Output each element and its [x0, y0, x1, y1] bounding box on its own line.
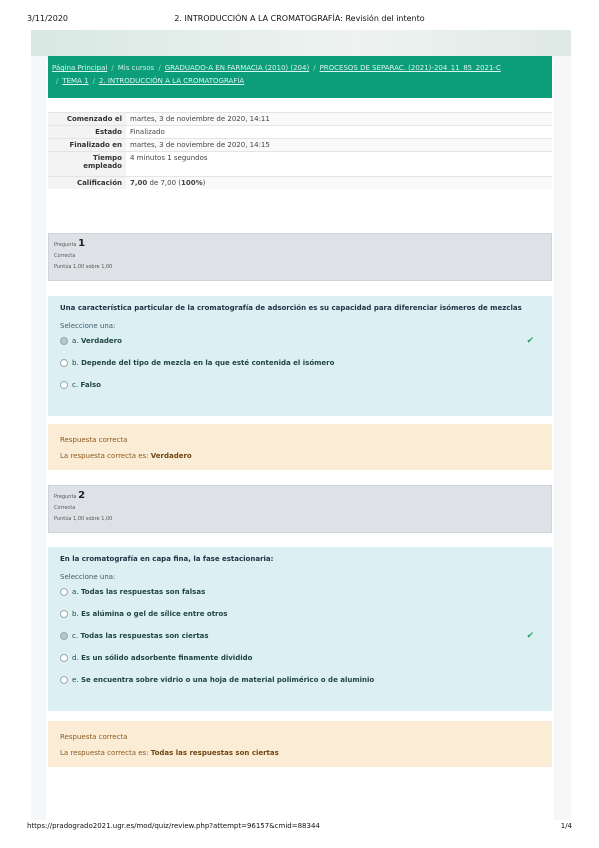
attempt-summary	[48, 112, 552, 189]
question-number: 2	[78, 490, 86, 501]
question-box	[48, 547, 552, 711]
question-status: Correcta	[54, 253, 76, 259]
breadcrumb-topic[interactable]: TEMA 1	[62, 77, 89, 85]
print-title: 2. INTRODUCCIÓN A LA CROMATOGRAFÍA: Revisión del intento	[174, 14, 425, 23]
radio-icon[interactable]	[60, 654, 68, 662]
answer-option[interactable]: b. Es alúmina o gel de sílice entre otros	[60, 607, 540, 629]
question-label: Pregunta	[54, 242, 77, 248]
summary-label: Finalizado en	[48, 139, 126, 152]
feedback-title: Respuesta correcta	[60, 436, 128, 444]
check-icon: ✔	[526, 336, 534, 346]
feedback-box	[48, 721, 552, 767]
header-banner	[31, 30, 571, 56]
answer-option[interactable]: e. Se encuentra sobre vidrio o una hoja de material polimérico o de aluminio	[60, 673, 540, 695]
feedback-title: Respuesta correcta	[60, 733, 128, 741]
check-icon: ✔	[526, 631, 534, 641]
print-header	[0, 0, 599, 28]
breadcrumb-degree[interactable]: GRADUADO-A EN FARMACIA (2010) (204)	[164, 64, 310, 72]
breadcrumb-course[interactable]: PROCESOS DE SEPARAC. (2021)-204_11_85_2021-C	[319, 64, 501, 72]
summary-label: Tiempo empleado	[48, 152, 126, 177]
question-text: Una característica particular de la cromatografía de adsorción es su capacidad para diferenciar isómeros de mezclas	[60, 304, 522, 312]
question-info	[48, 485, 552, 533]
question-info	[48, 233, 552, 281]
radio-icon[interactable]	[60, 359, 68, 367]
breadcrumb-home[interactable]: Página Principal	[52, 64, 108, 72]
answer-option[interactable]: a. Todas las respuestas son falsas	[60, 585, 540, 607]
grade-label: Calificación	[48, 177, 126, 190]
answer-prompt: Seleccione una:	[60, 573, 116, 581]
radio-icon[interactable]	[60, 610, 68, 618]
question-box	[48, 296, 552, 416]
feedback-answer: La respuesta correcta es: Verdadero	[60, 452, 192, 460]
answer-option[interactable]: b. Depende del tipo de mezcla en la que esté contenida el isómero	[60, 356, 540, 378]
feedback-answer: La respuesta correcta es: Todas las respuestas son ciertas	[60, 749, 279, 757]
question-label: Pregunta	[54, 494, 77, 500]
question-status: Correcta	[54, 505, 76, 511]
breadcrumb-my-courses[interactable]: Mis cursos	[117, 64, 155, 72]
answer-prompt: Seleccione una:	[60, 322, 116, 330]
print-url: https://pradogrado2021.ugr.es/mod/quiz/review.php?attempt=96157&cmid=88344	[27, 822, 320, 830]
question-points: Puntúa 1,00 sobre 1,00	[54, 264, 113, 270]
radio-icon[interactable]	[60, 676, 68, 684]
breadcrumb-quiz[interactable]: 2. INTRODUCCIÓN A LA CROMATOGRAFÍA	[98, 77, 245, 85]
radio-icon[interactable]	[60, 337, 68, 345]
radio-icon[interactable]	[60, 588, 68, 596]
radio-icon[interactable]	[60, 381, 68, 389]
question-points: Puntúa 1,00 sobre 1,00	[54, 516, 113, 522]
print-page-number: 1/4	[560, 822, 572, 830]
summary-label: Comenzado el	[48, 113, 126, 126]
summary-value: martes, 3 de noviembre de 2020, 14:11	[126, 113, 552, 126]
grade-value: 7,00 de 7,00 (100%)	[126, 177, 552, 190]
summary-label: Estado	[48, 126, 126, 139]
answer-option[interactable]: c. Falso	[60, 378, 540, 400]
feedback-box	[48, 424, 552, 470]
answer-option[interactable]: a. Verdadero ✔	[60, 334, 540, 356]
answer-option[interactable]: d. Es un sólido adsorbente finamente dividido	[60, 651, 540, 673]
summary-value: 4 minutos 1 segundos	[126, 152, 552, 177]
answer-option[interactable]: c. Todas las respuestas son ciertas ✔	[60, 629, 540, 651]
radio-icon[interactable]	[60, 632, 68, 640]
summary-value: martes, 3 de noviembre de 2020, 14:15	[126, 139, 552, 152]
breadcrumb: Página Principal / Mis cursos / GRADUADO-A EN FARMACIA (2010) (204) / PROCESOS DE SEPARAC. (2021)-204_11_85_2021-C / TEMA 1 / 2. INTRODUCCIÓN A LA CROMATOGRAFÍA	[48, 56, 552, 98]
question-text: En la cromatografía en capa fina, la fase estacionaria:	[60, 555, 274, 563]
print-date: 3/11/2020	[27, 14, 69, 23]
summary-value: Finalizado	[126, 126, 552, 139]
question-number: 1	[78, 238, 86, 249]
